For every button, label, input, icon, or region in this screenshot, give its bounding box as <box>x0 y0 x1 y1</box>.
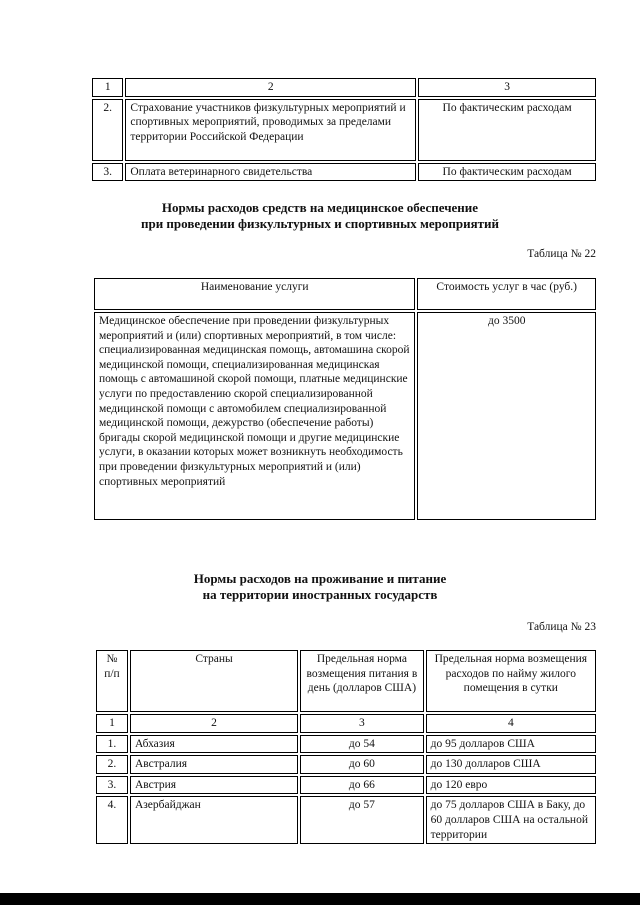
col-norm-header: 3 <box>418 78 596 97</box>
medical-services-table <box>92 276 598 522</box>
food-norm: до 57 <box>300 796 424 844</box>
col-lodging-header: Предельная норма возмещения расходов по найму жилого помещения в сутки <box>426 650 596 712</box>
food-norm: до 60 <box>300 755 424 774</box>
table-header-row <box>92 78 596 97</box>
table-row <box>92 163 596 182</box>
table-row <box>92 99 596 161</box>
country-name: Австралия <box>130 755 298 774</box>
norm-value: По фактическим расходам <box>418 99 596 161</box>
section-23-title-line-1: Нормы расходов на проживание и питание <box>193 571 447 586</box>
section-22-title-line-1: Нормы расходов средств на медицинское обеспечение <box>161 200 479 215</box>
row-number: 2. <box>92 99 123 161</box>
row-number: 2. <box>96 755 128 774</box>
foreign-countries-norms-table <box>94 648 598 846</box>
table-row <box>94 312 596 520</box>
country-name: Абхазия <box>130 735 298 754</box>
row-number: 1. <box>96 735 128 754</box>
section-23-title-line-2: на территории иностранных государств <box>202 587 438 602</box>
table-23-label: Таблица № 23 <box>527 621 596 633</box>
table-row <box>96 776 596 795</box>
row-number: 3. <box>92 163 123 182</box>
col-index: 2 <box>130 714 298 733</box>
col-index: 4 <box>426 714 596 733</box>
row-number: 4. <box>96 796 128 844</box>
col-service-header: 2 <box>125 78 416 97</box>
food-norm: до 66 <box>300 776 424 795</box>
medical-service-cost: до 3500 <box>417 312 596 520</box>
section-22-title-line-2: при проведении физкультурных и спортивных мероприятий <box>140 216 500 231</box>
medical-service-description: Медицинское обеспечение при проведении физкультурных мероприятий и (или) спортивных мероприятий, в том числе: специализированная медицинская помощь, автомашина скорой медицинской помощи, специализированная медицинская помощь с автомашиной скорой помощи, платные медицинские услуги по предоставлению скорой специализированной медицинской помощи с автомобилем специализированной медицинской помощи, дежурство (обеспечение работы) бригады скорой медицинской помощи и другие медицинские услуги, в оказании которых может возникнуть необходимость при проведении физкультурных мероприятий и (или) спортивных мероприятий <box>94 312 415 520</box>
services-table-continuation <box>90 76 598 183</box>
service-name-header: Наименование услуги <box>94 278 415 310</box>
norm-value: По фактическим расходам <box>418 163 596 182</box>
lodging-norm: до 120 евро <box>426 776 596 795</box>
table-row <box>96 796 596 844</box>
table-row <box>96 735 596 754</box>
scan-border-bottom <box>0 893 640 905</box>
col-number-header: 1 <box>92 78 123 97</box>
row-number: 3. <box>96 776 128 795</box>
lodging-norm: до 75 долларов США в Баку, до 60 долларов США на остальной территории <box>426 796 596 844</box>
table-row <box>96 755 596 774</box>
lodging-norm: до 130 долларов США <box>426 755 596 774</box>
service-name: Оплата ветеринарного свидетельства <box>125 163 416 182</box>
col-index: 3 <box>300 714 424 733</box>
country-name: Азербайджан <box>130 796 298 844</box>
col-country-header: Страны <box>130 650 298 712</box>
column-numbers-row <box>96 714 596 733</box>
table-header-row <box>96 650 596 712</box>
table-header-row <box>94 278 596 310</box>
lodging-norm: до 95 долларов США <box>426 735 596 754</box>
cost-header: Стоимость услуг в час (руб.) <box>417 278 596 310</box>
service-name: Страхование участников физкультурных мероприятий и спортивных мероприятий, проводимых за пределами территории Российской Федерации <box>125 99 416 161</box>
col-food-header: Предельная норма возмещения питания в день (долларов США) <box>300 650 424 712</box>
col-index: 1 <box>96 714 128 733</box>
table-22-label: Таблица № 22 <box>527 248 596 260</box>
col-number-header: № п/п <box>96 650 128 712</box>
food-norm: до 54 <box>300 735 424 754</box>
country-name: Австрия <box>130 776 298 795</box>
